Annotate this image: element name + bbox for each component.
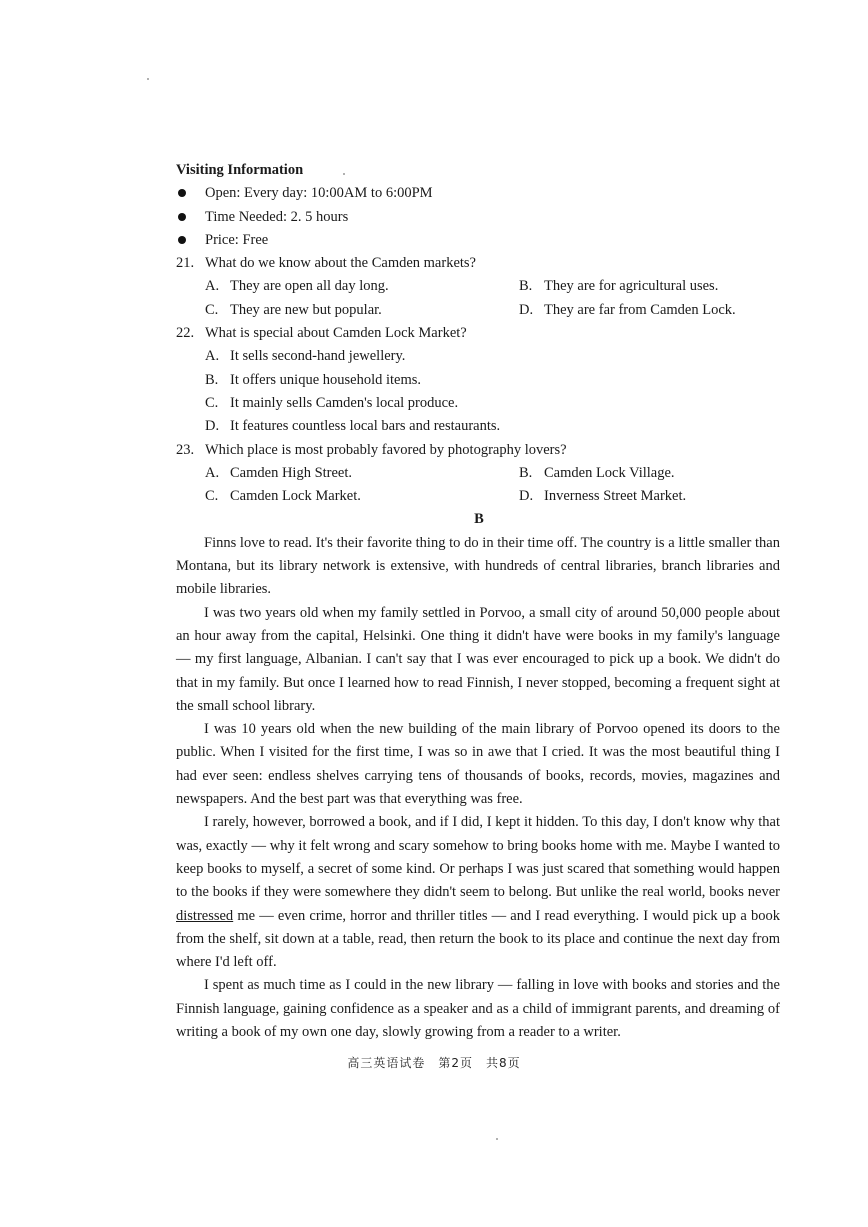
passage-paragraph: I was two years old when my family settled in Porvoo, a small city of around 50,000 people about an hour away from the capital, Helsinki. One thing it didn't have were books in my family's language — my first language, Albanian. I can't say that I was ever encouraged to pick up a book. We didn't do that in my family. But once I learned how to read Finnish, I never stopped, becoming a frequent sight at the small school library. xyxy=(176,604,780,714)
question-text: What is special about Camden Lock Market? xyxy=(205,325,467,342)
option-c: C. They are new but popular. xyxy=(205,301,382,318)
option-row xyxy=(176,415,780,438)
option-row xyxy=(176,299,780,322)
visiting-info-text: Price: Free xyxy=(205,231,269,248)
option-row xyxy=(176,485,780,508)
bullet-icon xyxy=(178,213,186,221)
question-text: Which place is most probably favored by photography lovers? xyxy=(205,441,567,458)
visiting-info-item xyxy=(176,182,780,205)
scan-speck xyxy=(496,1138,498,1140)
bullet-icon xyxy=(178,189,186,197)
option-d: D. Inverness Street Market. xyxy=(519,488,687,505)
question-text: What do we know about the Camden markets? xyxy=(205,255,476,272)
page-content xyxy=(176,159,780,1044)
option-row xyxy=(176,462,780,485)
option-row xyxy=(176,369,780,392)
visiting-info-item xyxy=(176,229,780,252)
option-row xyxy=(176,275,780,298)
visiting-info-item xyxy=(176,206,780,229)
visiting-info-title: Visiting Information xyxy=(176,162,304,178)
option-d: D. They are far from Camden Lock. xyxy=(519,301,736,318)
scan-speck xyxy=(147,78,149,80)
passage-heading: B xyxy=(474,511,484,528)
passage-paragraph: Finns love to read. It's their favorite thing to do in their time off. The country is a little smaller than Montana, but its library network is extensive, with hundreds of central libraries, branch libraries and mobile libraries. xyxy=(176,534,780,598)
question-number: 21. xyxy=(176,255,195,272)
option-c: C. Camden Lock Market. xyxy=(205,488,361,505)
paragraph-text: me — even crime, horror and thriller titles — and I read everything. I would pick up a book from the shelf, sit down at a table, read, then return the book to its place and continue the next day from where I'd left off. xyxy=(176,907,780,971)
passage-paragraph: I was 10 years old when the new building of the main library of Porvoo opened its doors to the public. When I visited for the first time, I was so in awe that I cried. It was the most beautiful thing I had ever seen: endless shelves carrying tens of thousands of books, records, movies, magazines and newspapers. And the best part was that everything was free. xyxy=(176,721,780,808)
page-footer: 高三英语试卷 第2页 共8页 xyxy=(347,1056,521,1070)
question-number: 22. xyxy=(176,325,195,342)
option-row xyxy=(176,392,780,415)
option-b: B. They are for agricultural uses. xyxy=(519,278,719,295)
option-a: A. They are open all day long. xyxy=(205,278,389,295)
bullet-icon xyxy=(178,236,186,244)
option-b: B. Camden Lock Village. xyxy=(519,464,675,481)
option-row xyxy=(176,345,780,368)
option-d: D. It features countless local bars and restaurants. xyxy=(205,418,501,435)
passage-paragraph: I spent as much time as I could in the new library — falling in love with books and stories and the Finnish language, gaining confidence as a speaker and as a child of immigrant parents, and dreaming of writing a book of my own one day, slowly growing from a reader to a writer. xyxy=(176,977,780,1040)
underlined-word: distressed xyxy=(176,907,234,924)
question-number: 23. xyxy=(176,441,195,458)
paragraph-text: I rarely, however, borrowed a book, and if I did, I kept it hidden. To this day, I don't know why that was, exactly — why it felt wrong and scary somehow to bring books home with me. Maybe I wanted to keep books to myself, a secret of some kind. Or perhaps I was just scared that something would happen to the books if they were somewhere they didn't seem to belong. But unlike the real world, books never xyxy=(176,814,780,901)
option-a: A. Camden High Street. xyxy=(205,464,353,481)
question-22 xyxy=(176,322,780,345)
option-b: B. It offers unique household items. xyxy=(205,371,422,388)
question-23 xyxy=(176,439,780,462)
visiting-info-text: Time Needed: 2. 5 hours xyxy=(205,208,349,225)
option-c: C. It mainly sells Camden's local produce. xyxy=(205,394,459,411)
option-a: A. It sells second-hand jewellery. xyxy=(205,348,406,365)
passage-paragraph xyxy=(176,811,780,974)
visiting-info-text: Open: Every day: 10:00AM to 6:00PM xyxy=(205,185,433,202)
question-21 xyxy=(176,252,780,275)
